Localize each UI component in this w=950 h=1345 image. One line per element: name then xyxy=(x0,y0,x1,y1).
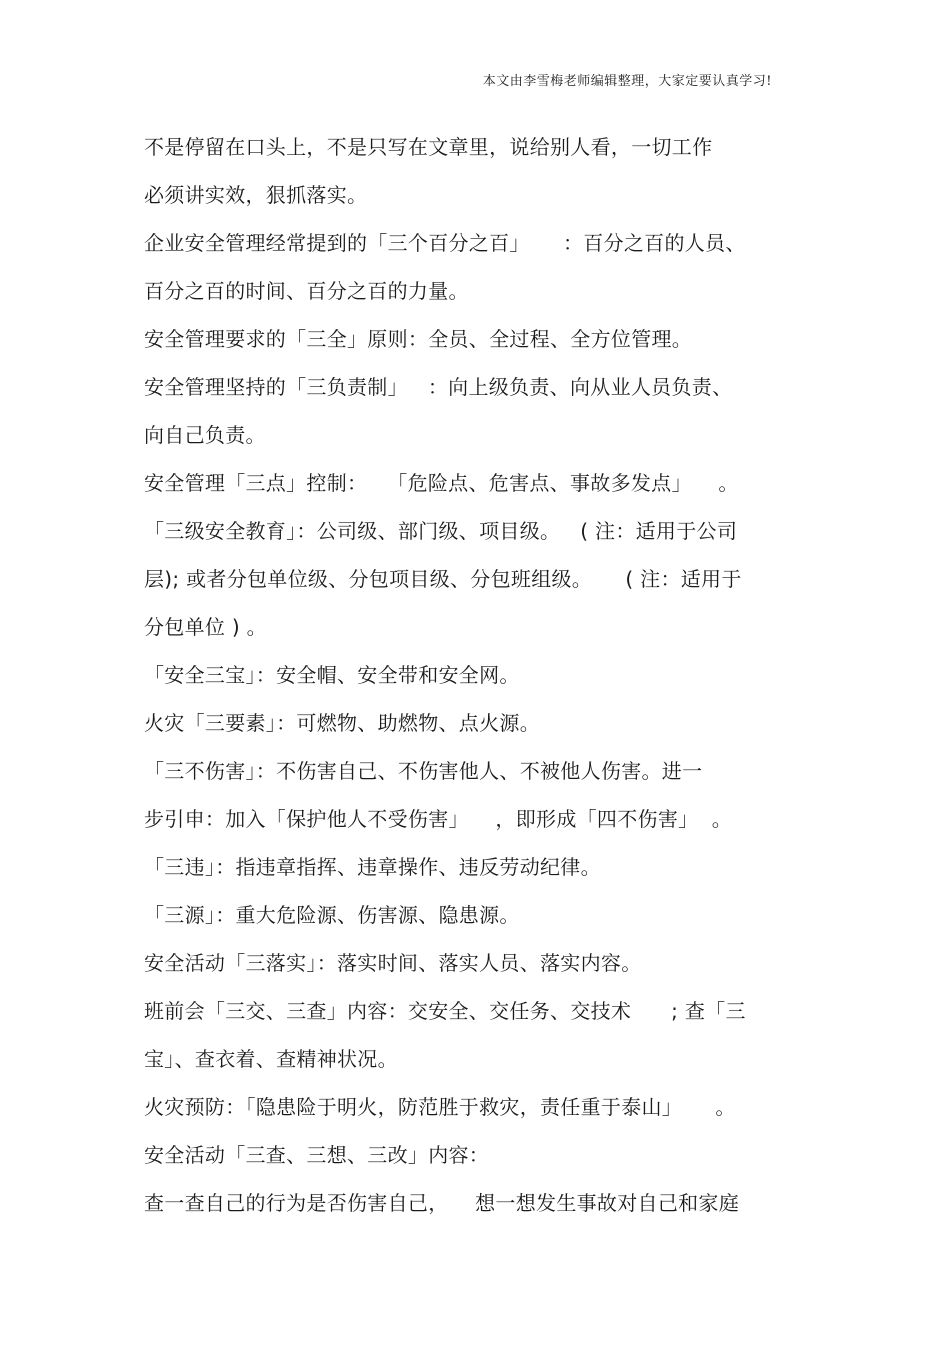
text-line: 必须讲实效，狠抓落实。 xyxy=(144,183,368,207)
text-line: 分包单位 ) 。 xyxy=(144,615,267,639)
text-line: 层); 或者分包单位级、分包项目级、分包班组级。 ( 注：适用于 xyxy=(144,567,742,591)
text-line: 百分之百的时间、百分之百的力量。 xyxy=(144,279,469,303)
text-line: 「安全三宝」：安全帽、安全带和安全网。 xyxy=(144,663,520,687)
text-line: 火灾「三要素」：可燃物、助燃物、点火源。 xyxy=(144,711,540,735)
text-line: 宝」、查衣着、查精神状况。 xyxy=(144,1047,398,1071)
text-line: 向自己负责。 xyxy=(144,423,266,447)
text-line: 安全管理坚持的「三负责制」 ：向上级负责、向从业人员负责、 xyxy=(144,375,733,399)
text-line: 班前会「三交、三查」内容：交安全、交任务、交技术 ; 查「三 xyxy=(144,999,746,1023)
text-line: 企业安全管理经常提到的「三个百分之百」 ：百分之百的人员、 xyxy=(144,231,746,255)
text-line: 火灾预防：「隐患险于明火，防范胜于救灾，责任重于泰山」 。 xyxy=(144,1095,736,1119)
text-line: 「三源」：重大危险源、伤害源、隐患源。 xyxy=(144,903,520,927)
text-line: 安全活动「三查、三想、三改」内容： xyxy=(144,1143,490,1167)
document-body xyxy=(144,127,804,1231)
text-line: 「三违」：指违章指挥、违章操作、违反劳动纪律。 xyxy=(144,855,601,879)
text-line: 不是停留在口头上，不是只写在文章里，说给别人看，一切工作 xyxy=(144,135,713,159)
text-line: 安全管理「三点」控制： 「危险点、危害点、事故多发点」 。 xyxy=(144,471,739,495)
text-line: 「三级安全教育」：公司级、部门级、项目级。 ( 注：适用于公司 xyxy=(144,519,738,543)
text-line: 查一查自己的行为是否伤害自己， 想一想发生事故对自己和家庭 xyxy=(144,1191,740,1215)
header-note: 本文由李雪梅老师编辑整理，大家定要认真学习! xyxy=(482,74,772,89)
text-line: 安全管理要求的「三全」原则：全员、全过程、全方位管理。 xyxy=(144,327,693,351)
text-line: 步引申：加入「保护他人不受伤害」 ，即形成「四不伤害」 。 xyxy=(144,807,733,831)
text-line: 「三不伤害」：不伤害自己、不伤害他人、不被他人伤害。进一 xyxy=(144,759,703,783)
text-line: 安全活动「三落实」：落实时间、落实人员、落实内容。 xyxy=(144,951,642,975)
